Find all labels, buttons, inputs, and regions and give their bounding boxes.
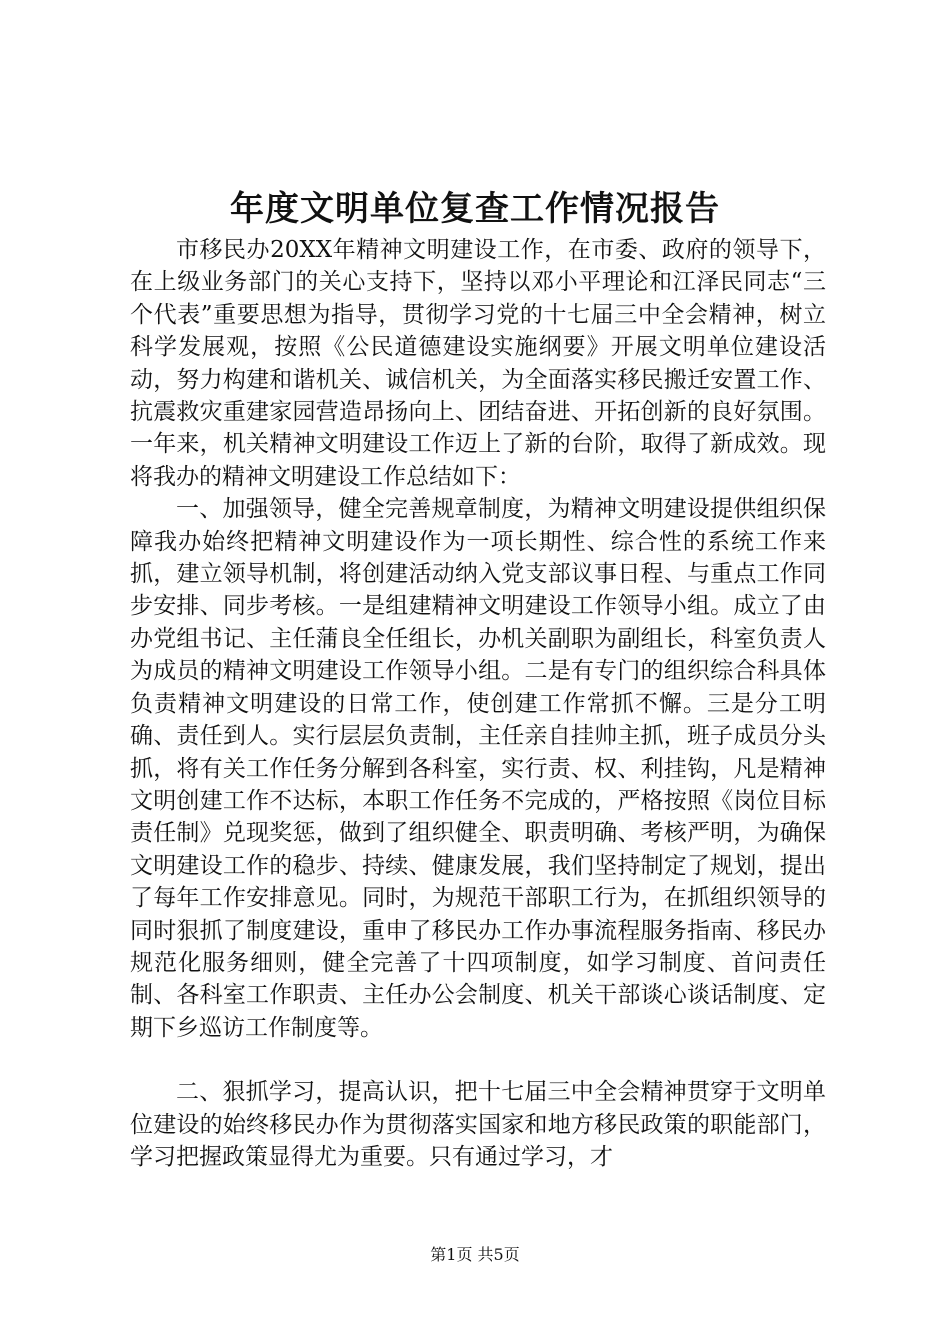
document-body bbox=[130, 234, 826, 1173]
paragraph-intro: 市移民办20XX年精神文明建设工作，在市委、政府的领导下，在上级业务部门的关心支持下，坚持以邓小平理论和江泽民同志“三个代表”重要思想为指导，贯彻学习党的十七届三中全会精神，树立科学发展观，按照《公民道德建设实施纲要》开展文明单位建设活动，努力构建和谐机关、诚信机关，为全面落实移民搬迁安置工作、抗震救灾重建家园营造昂扬向上、团结奋进、开拓创新的良好氛围。一年来，机关精神文明建设工作迈上了新的台阶，取得了新成效。现将我办的精神文明建设工作总结如下： bbox=[130, 237, 826, 490]
paragraph-section-one: 一、加强领导，健全完善规章制度，为精神文明建设提供组织保障我办始终把精神文明建设作为一项长期性、综合性的系统工作来抓，建立领导机制，将创建活动纳入党支部议事日程、与重点工作同步安排、同步考核。一是组建精神文明建设工作领导小组。成立了由办党组书记、主任蒲良全任组长，办机关副职为副组长，科室负责人为成员的精神文明建设工作领导小组。二是有专门的组织综合科具体负责精神文明建设的日常工作，使创建工作常抓不懈。三是分工明确、责任到人。实行层层负责制，主任亲自挂帅主抓，班子成员分头抓，将有关工作任务分解到各科室，实行责、权、利挂钩，凡是精神文明创建工作不达标，本职工作任务不完成的，严格按照《岗位目标责任制》兑现奖惩，做到了组织健全、职责明确、考核严明，为确保文明建设工作的稳步、持续、健康发展，我们坚持制定了规划，提出了每年工作安排意见。同时，为规范干部职工行为，在抓组织领导的同时狠抓了制度建设，重申了移民办工作办事流程服务指南、移民办规范化服务细则，健全完善了十四项制度，如学习制度、首问责任制、各科室工作职责、主任办公会制度、机关干部谈心谈话制度、定期下乡巡访工作制度等。 bbox=[130, 496, 826, 1041]
page-number-footer: 第1页 共5页 bbox=[430, 1245, 520, 1264]
paragraph-section-two: 二、狠抓学习，提高认识，把十七届三中全会精神贯穿于文明单位建设的始终移民办作为贯彻落实国家和地方移民政策的职能部门，学习把握政策显得尤为重要。只有通过学习，才 bbox=[130, 1079, 826, 1170]
document-title: 年度文明单位复查工作情况报告 bbox=[230, 189, 720, 229]
